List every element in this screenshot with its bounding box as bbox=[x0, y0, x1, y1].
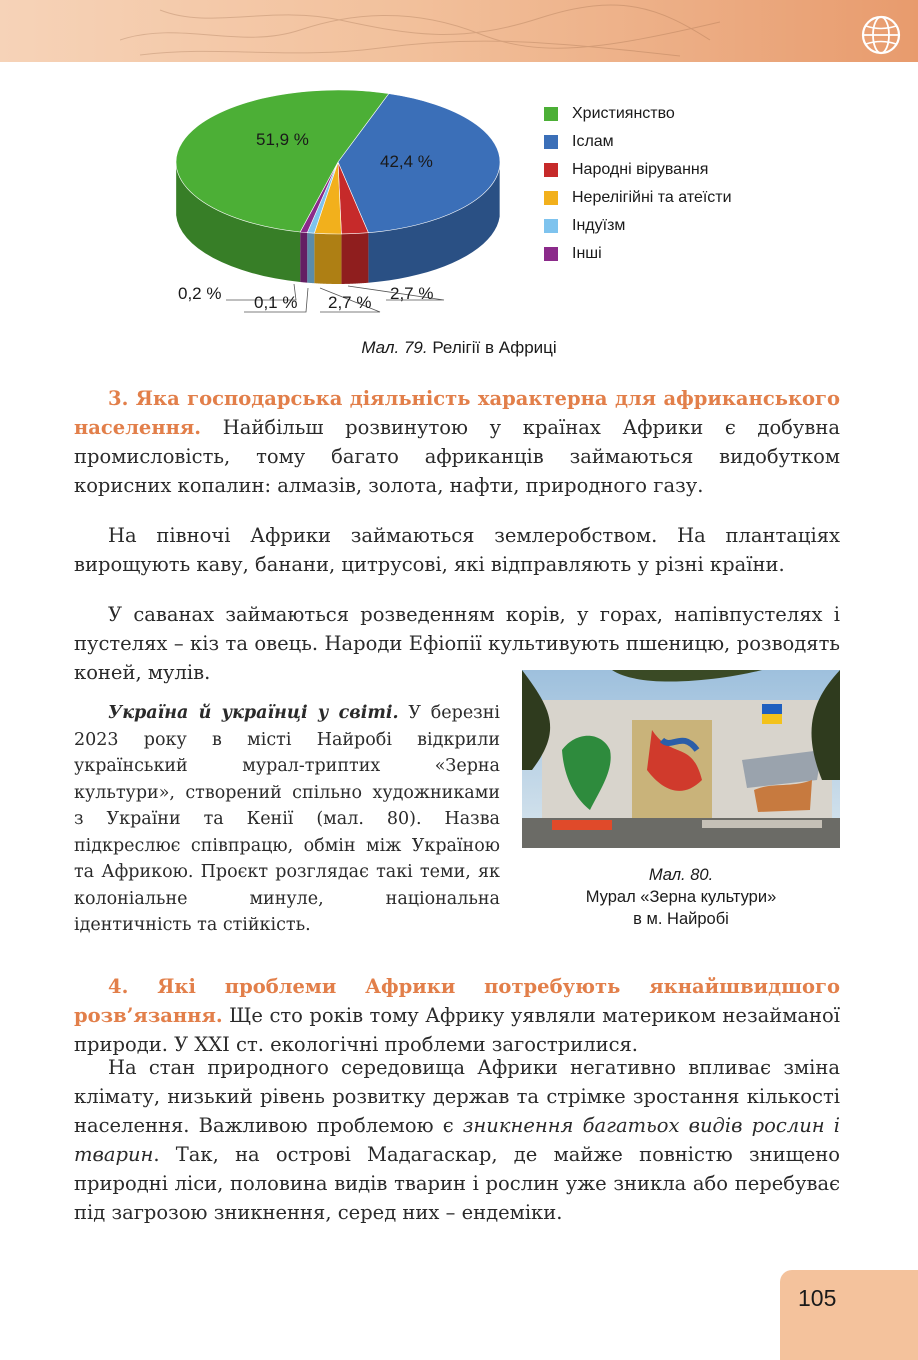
legend-item bbox=[544, 156, 732, 184]
figure-place: в м. Найробі bbox=[633, 910, 729, 928]
pie-slice-side bbox=[300, 232, 307, 283]
page-number: 105 bbox=[798, 1285, 837, 1311]
section4-answer: Ще сто років тому Африку уявляли материком незайманої природи. У XXI ст. екологічні проблеми загострилися. bbox=[74, 1004, 840, 1056]
legend-label: Іслам bbox=[572, 133, 614, 150]
legend-item bbox=[544, 240, 732, 268]
religion-pie-chart bbox=[168, 82, 508, 322]
legend-swatch bbox=[544, 107, 558, 121]
section3-answer: Найбільш розвинутою у країнах Африки є добувна промисловість, тому багато африканців займаються видобутком корисних копалин: алмазів, золота, нафти, природного газу. bbox=[74, 416, 840, 497]
globe-icon bbox=[860, 14, 902, 56]
figure-79-caption bbox=[0, 338, 918, 358]
top-banner bbox=[0, 0, 918, 62]
figure-title: Мурал «Зерна культури» bbox=[585, 888, 777, 906]
legend-swatch bbox=[544, 135, 558, 149]
legend-item bbox=[544, 128, 732, 156]
data-label-folk: 2,7 % bbox=[390, 284, 434, 303]
legend-label: Народні вірування bbox=[572, 161, 709, 178]
pie-slice-side bbox=[314, 233, 341, 284]
legend-item bbox=[544, 184, 732, 212]
data-label-hinduism: 0,1 % bbox=[254, 293, 298, 312]
legend-swatch bbox=[544, 247, 558, 261]
legend-label: Християнство bbox=[572, 105, 675, 122]
mural-photo bbox=[522, 670, 840, 848]
figure-number: Мал. 79. bbox=[361, 338, 428, 357]
legend-label: Індуїзм bbox=[572, 217, 626, 234]
pie-slice-side bbox=[307, 233, 314, 284]
legend-item bbox=[544, 212, 732, 240]
section4-text-c: . Так, на острові Мадагаскар, де майже повністю знищено природні ліси, половина видів тварин і рослин уже зникла або перебуває під загрозою зникнення, серед них – ендеміки. bbox=[74, 1143, 840, 1224]
section4-paragraph2 bbox=[74, 1053, 840, 1227]
legend-label: Інші bbox=[572, 245, 602, 262]
figure-number: Мал. 80. bbox=[648, 866, 714, 884]
section4-text-a: На стан природного середовища Африки негативно впливає зміна клімату, низький рівень розвитку держав та стрімке зростання кількості населення. Важливою проблемою є bbox=[74, 1056, 840, 1137]
page-number-tab bbox=[780, 1270, 918, 1360]
section3-paragraph2: На півночі Африки займаються землеробством. На плантаціях вирощують каву, банани, цитрусові, які відправляють у різні країни. bbox=[74, 524, 840, 576]
legend-swatch bbox=[544, 163, 558, 177]
map-texture bbox=[120, 0, 720, 62]
section3-paragraph3: У саванах займаються розведенням корів, у горах, напівпустелях і пустелях – кіз та овець. Народи Ефіопії культивують пшеницю, розводять коней, мулів. bbox=[74, 603, 840, 684]
ukraine-sidebar-text bbox=[74, 700, 500, 939]
section4-question: 4. Які проблеми Африки потребують якнайшвидшого розв’язання. bbox=[74, 975, 840, 1027]
section3-paragraph1 bbox=[74, 384, 840, 500]
legend-item bbox=[544, 100, 732, 128]
data-label-other: 0,2 % bbox=[178, 284, 222, 303]
data-label-nonreligious: 2,7 % bbox=[328, 293, 372, 312]
sidebar-body: У березні 2023 року в місті Найробі відкрили український мурал-триптих «Зерна культури», створений спільно художниками з України та Кенії (мал. 80). Назва підкреслює співпрацю, обмін між Україною та Африкою. Проєкт розглядає такі теми, як колоніальне минуле, національна ідентичність та стійкість. bbox=[74, 703, 500, 935]
legend-swatch bbox=[544, 191, 558, 205]
figure-80-caption bbox=[522, 864, 840, 930]
sidebar-lead: Україна й українці у світі. bbox=[108, 703, 399, 723]
section4-italic: зникнення багатьох видів рослин і тварин bbox=[74, 1114, 840, 1166]
legend-label: Нерелігійні та атеїсти bbox=[572, 189, 732, 206]
data-label-christianity: 51,9 % bbox=[256, 130, 309, 149]
section3-question: 3. Яка господарська діяльність характерна для африканського населення. bbox=[74, 387, 840, 439]
legend-swatch bbox=[544, 219, 558, 233]
section4-paragraph1 bbox=[74, 972, 840, 1059]
pie-slice-side bbox=[341, 233, 368, 284]
data-label-islam: 42,4 % bbox=[380, 152, 433, 171]
chart-legend bbox=[544, 100, 732, 268]
figure-title: Релігії в Африці bbox=[432, 338, 557, 357]
